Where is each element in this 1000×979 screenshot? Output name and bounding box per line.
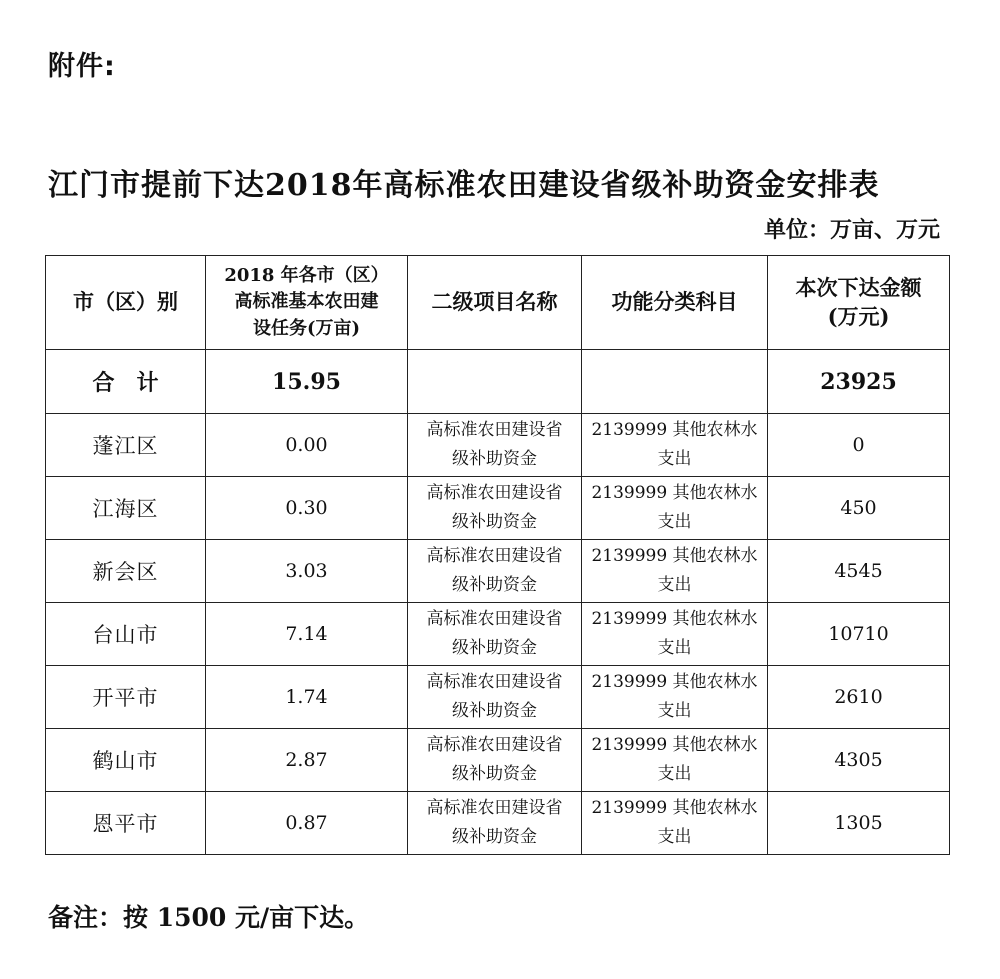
header-item: 二级项目名称 <box>408 256 582 350</box>
subject-line: 支出 <box>657 827 692 847</box>
subject-line: 2139999 其他农林水 <box>591 735 758 756</box>
region-cell: 台山市 <box>46 603 206 666</box>
subject-line: 支出 <box>657 449 692 469</box>
item-cell <box>408 792 582 855</box>
attachment-label: 附件: <box>48 51 116 82</box>
subject-cell <box>582 414 768 477</box>
task-cell: 0.87 <box>206 792 408 855</box>
item-line: 高标准农田建设省 <box>426 609 563 630</box>
task-cell: 0.00 <box>206 414 408 477</box>
subject-cell <box>582 477 768 540</box>
header-amount <box>768 256 950 350</box>
item-line: 级补助资金 <box>452 764 537 784</box>
region-cell: 恩平市 <box>46 792 206 855</box>
table-row <box>46 603 950 666</box>
region-cell: 蓬江区 <box>46 414 206 477</box>
subject-cell <box>582 792 768 855</box>
subject-cell <box>582 603 768 666</box>
subject-line: 支出 <box>657 764 692 784</box>
task-cell: 2.87 <box>206 729 408 792</box>
amount-cell: 450 <box>768 477 950 540</box>
amount-cell: 4305 <box>768 729 950 792</box>
table-row <box>46 666 950 729</box>
amount-cell: 1305 <box>768 792 950 855</box>
subject-line: 支出 <box>657 701 692 721</box>
item-cell <box>408 666 582 729</box>
region-cell: 鹤山市 <box>46 729 206 792</box>
task-cell: 1.74 <box>206 666 408 729</box>
amount-cell: 0 <box>768 414 950 477</box>
subject-line: 2139999 其他农林水 <box>591 798 758 819</box>
total-label-cell <box>46 350 206 414</box>
table-row <box>46 477 950 540</box>
amount-cell: 10710 <box>768 603 950 666</box>
amount-cell: 4545 <box>768 540 950 603</box>
item-line: 级补助资金 <box>452 449 537 469</box>
total-amount: 23925 <box>768 350 950 414</box>
header-task-line: 2018 年各市（区） <box>224 265 389 287</box>
subject-line: 2139999 其他农林水 <box>591 546 758 567</box>
header-task-line: 设任务(万亩) <box>252 317 361 339</box>
item-cell <box>408 603 582 666</box>
item-line: 高标准农田建设省 <box>426 420 563 441</box>
item-line: 高标准农田建设省 <box>426 735 563 756</box>
subject-line: 支出 <box>657 512 692 532</box>
remark-note: 备注：按 1500 元/亩下达。 <box>48 903 370 932</box>
total-item <box>408 350 582 414</box>
table-header-row <box>46 256 950 350</box>
item-line: 高标准农田建设省 <box>426 546 563 567</box>
table-row <box>46 540 950 603</box>
header-subject: 功能分类科目 <box>582 256 768 350</box>
item-line: 级补助资金 <box>452 575 537 595</box>
header-region: 市（区）别 <box>46 256 206 350</box>
subject-line: 2139999 其他农林水 <box>591 672 758 693</box>
table-row <box>46 792 950 855</box>
subject-line: 支出 <box>657 575 692 595</box>
subject-cell <box>582 540 768 603</box>
total-label: 合计 <box>92 370 181 396</box>
unit-note: 单位：万亩、万元 <box>763 217 940 243</box>
item-cell <box>408 414 582 477</box>
subject-cell <box>582 729 768 792</box>
subject-cell <box>582 666 768 729</box>
task-cell: 3.03 <box>206 540 408 603</box>
total-row <box>46 350 950 414</box>
item-line: 高标准农田建设省 <box>426 483 563 504</box>
region-cell: 江海区 <box>46 477 206 540</box>
header-amount-line: 本次下达金额 <box>795 275 922 301</box>
item-line: 级补助资金 <box>452 512 537 532</box>
item-cell <box>408 729 582 792</box>
header-amount-line: (万元) <box>827 303 890 329</box>
subject-line: 支出 <box>657 638 692 658</box>
region-cell: 开平市 <box>46 666 206 729</box>
total-subject <box>582 350 768 414</box>
item-cell <box>408 540 582 603</box>
header-task-line: 高标准基本农田建 <box>234 291 379 313</box>
region-cell: 新会区 <box>46 540 206 603</box>
item-line: 级补助资金 <box>452 827 537 847</box>
item-cell <box>408 477 582 540</box>
table-row <box>46 729 950 792</box>
subject-line: 2139999 其他农林水 <box>591 483 758 504</box>
table-row <box>46 414 950 477</box>
document-title: 江门市提前下达2018年高标准农田建设省级补助资金安排表 <box>48 168 880 203</box>
item-line: 高标准农田建设省 <box>426 672 563 693</box>
task-cell: 0.30 <box>206 477 408 540</box>
task-cell: 7.14 <box>206 603 408 666</box>
item-line: 级补助资金 <box>452 638 537 658</box>
allocation-table <box>45 255 950 855</box>
subject-line: 2139999 其他农林水 <box>591 609 758 630</box>
total-task: 15.95 <box>206 350 408 414</box>
item-line: 高标准农田建设省 <box>426 798 563 819</box>
item-line: 级补助资金 <box>452 701 537 721</box>
amount-cell: 2610 <box>768 666 950 729</box>
header-task <box>206 256 408 350</box>
subject-line: 2139999 其他农林水 <box>591 420 758 441</box>
